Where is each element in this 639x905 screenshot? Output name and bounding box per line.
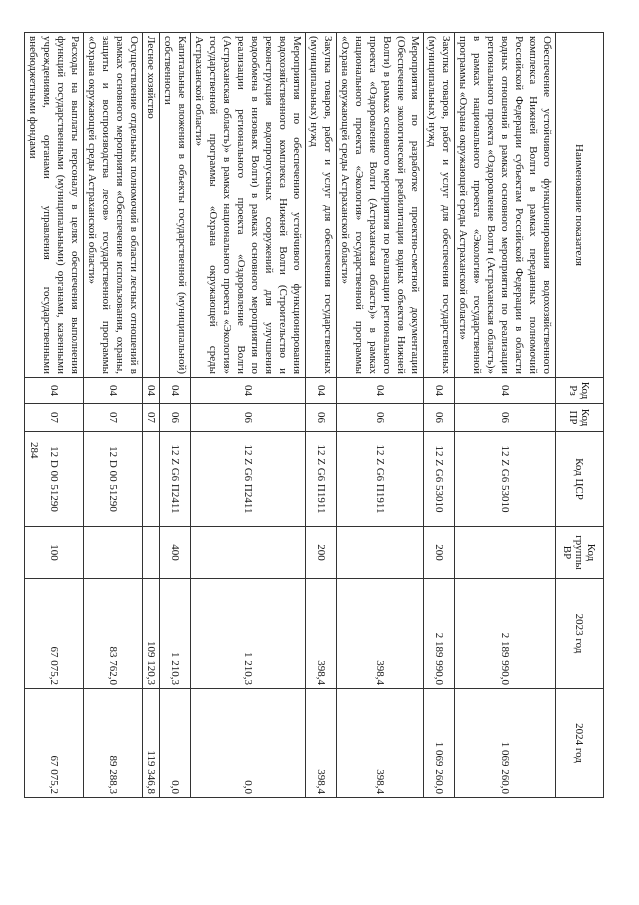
row-name: Осуществление отдельных полномочий в области лесных отношений в рамках основного мероприятия «Обеспечение использования, охраны, защиты и воспроизводства лесов» государственной программы «Охрана окружающей среды Астраханской области» [84,33,143,378]
row-pr: 06 [337,404,424,432]
row-2023: 67 075,2 [25,579,84,689]
row-pr: 06 [424,404,455,432]
row-vr [455,527,556,579]
table-row [424,33,455,798]
row-name: Обеспечение устойчивого функционирования водохозяйственного комплекса Нижней Волги в рамках переданных полномочий Российской Федерации субъектам Российской Федерации в области водных отношений в рамках основного мероприятия по реализации регионального проекта «Оздоровление Волги (Астраханская область)» в рамках национального проекта «Экология» государственной программы «Охрана окружающей среды Астраханской области» [455,33,556,378]
row-csr: 12 D 00 51290 [84,432,143,527]
row-csr: 12 Z G6 П1911 [337,432,424,527]
row-pr: 06 [160,404,191,432]
row-name: Мероприятия по обеспечению устойчивого функционирования водохозяйственного комплекса Нижней Волги (Строительство и реконструкция водопропускных сооружений для улучшения водообмена в низовьях Волги) в рамках основного мероприятия по реализации регионального проекта «Оздоровление Волги (Астраханская область)» в рамках национального проекта «Экология» государственной программы «Охрана окружающей среды Астраханской области» [191,33,306,378]
row-rz: 04 [160,378,191,404]
row-2023: 1 210,3 [160,579,191,689]
row-2024: 398,4 [337,689,424,798]
row-2024: 1 069 260,0 [424,689,455,798]
row-name: Расходы на выплаты персоналу в целях обеспечения выполнения функций государственными (муниципальными) органами, казенными учреждениями, органами управления государственными внебюджетными фондами [25,33,84,378]
row-pr: 06 [306,404,337,432]
col-header-name: Наименование показателя [556,33,604,378]
row-2024: 1 069 260,0 [455,689,556,798]
table-row [160,33,191,798]
row-csr [143,432,160,527]
row-2024: 398,4 [306,689,337,798]
row-vr: 200 [306,527,337,579]
row-name: Мероприятия по разработке проектно-сметной документации (Обеспечение экологической реабилитации водных объектов Нижней Волги) в рамках основного мероприятия по реализации регионального проекта «Оздоровление Волги (Астраханская область)» в рамках национального проекта «Экология» государственной программы «Охрана окружающей среды Астраханской области» [337,33,424,378]
table-row [455,33,556,798]
page-number: 284 [28,442,40,459]
row-rz: 04 [337,378,424,404]
row-vr: 100 [25,527,84,579]
row-rz: 04 [191,378,306,404]
row-csr: 12 Z G6 53010 [455,432,556,527]
row-vr [337,527,424,579]
row-2023: 1 210,3 [191,579,306,689]
row-2024: 67 075,2 [25,689,84,798]
header-row [556,33,604,798]
col-header-pr: Код ПР [556,404,604,432]
table-row [337,33,424,798]
row-2024: 119 346,8 [143,689,160,798]
col-header-csr: Код ЦСР [556,432,604,527]
row-rz: 04 [25,378,84,404]
row-csr: 12 Z G6 П2411 [160,432,191,527]
row-2024: 0,0 [160,689,191,798]
row-csr: 12 Z G6 П1911 [306,432,337,527]
row-csr: 12 Z G6 53010 [424,432,455,527]
row-rz: 04 [143,378,160,404]
col-header-vr: Код группы ВР [556,527,604,579]
row-vr [84,527,143,579]
row-name: Лесное хозяйство [143,33,160,378]
table-row [306,33,337,798]
row-rz: 04 [84,378,143,404]
row-vr [191,527,306,579]
table-row [84,33,143,798]
row-name: Закупка товаров, работ и услуг для обеспечения государственных (муниципальных) нужд [306,33,337,378]
row-2024: 0,0 [191,689,306,798]
row-pr: 07 [84,404,143,432]
row-vr: 400 [160,527,191,579]
table-row [191,33,306,798]
row-vr [143,527,160,579]
col-header-2024: 2024 год [556,689,604,798]
row-pr: 07 [143,404,160,432]
row-name: Капитальные вложения в объекты государственной (муниципальной) собственности [160,33,191,378]
row-csr: 12 D 00 51290 [25,432,84,527]
row-csr: 12 Z G6 П2411 [191,432,306,527]
row-pr: 06 [455,404,556,432]
row-2023: 109 120,3 [143,579,160,689]
row-2023: 2 189 990,0 [424,579,455,689]
row-2024: 89 288,3 [84,689,143,798]
row-2023: 83 762,0 [84,579,143,689]
row-2023: 2 189 990,0 [455,579,556,689]
col-header-2023: 2023 год [556,579,604,689]
row-pr: 07 [25,404,84,432]
row-2023: 398,4 [337,579,424,689]
row-rz: 04 [306,378,337,404]
budget-table [24,32,604,798]
table-row [25,33,84,798]
table-row [143,33,160,798]
row-pr: 06 [191,404,306,432]
row-2023: 398,4 [306,579,337,689]
row-vr: 200 [424,527,455,579]
row-name: Закупка товаров, работ и услуг для обеспечения государственных (муниципальных) нужд [424,33,455,378]
col-header-rz: Код Рз [556,378,604,404]
row-rz: 04 [455,378,556,404]
row-rz: 04 [424,378,455,404]
